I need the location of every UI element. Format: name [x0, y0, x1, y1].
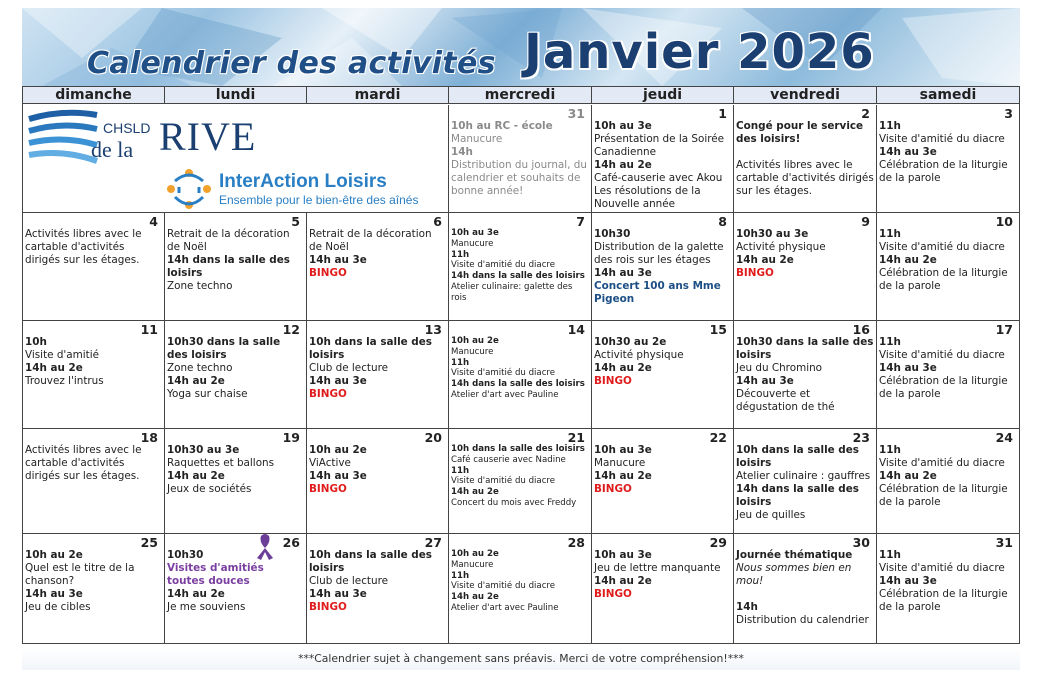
day-number: 7 — [576, 214, 585, 229]
activity-line: Visite d'amitié — [25, 349, 100, 361]
day-cell — [592, 534, 734, 643]
chsld-wave-logo — [27, 109, 99, 171]
activity-line — [736, 146, 874, 159]
day-cell — [449, 534, 592, 643]
activity-line: 10h — [25, 336, 47, 348]
activity-line: Visite d'amitié du diacre — [451, 368, 556, 379]
activity-line: Visite d'amitié du diacre — [451, 476, 556, 487]
activity-line: 14h au 2e — [736, 254, 794, 266]
activity-line: 11h — [879, 444, 901, 456]
day-header-2: mardi — [307, 87, 449, 104]
day-cell — [165, 429, 307, 534]
activity-line: Journée thématique — [736, 549, 853, 561]
logo-dela-text: de la — [91, 137, 134, 162]
footer-note: ***Calendrier sujet à changement sans préavis. Merci de votre compréhension!*** — [22, 648, 1020, 670]
activity-line: BINGO — [594, 483, 632, 495]
activity-line: 10h au 2e — [451, 336, 499, 346]
activity-line: 11h — [879, 549, 901, 561]
activity-line: 11h — [879, 120, 901, 132]
activity-line: Visite d'amitié du diacre — [879, 349, 1005, 361]
calendar-grid — [22, 86, 1020, 644]
activity-line: Zone techno — [167, 362, 233, 374]
day-cell — [734, 213, 877, 321]
activity-line: Célébration de la liturgie de la parole — [879, 159, 1008, 184]
day-number: 9 — [861, 214, 870, 229]
activity-line: Célébration de la liturgie de la parole — [879, 375, 1008, 400]
activity-line: Jeu du Chromino — [736, 362, 823, 374]
activity-line: 14h au 3e — [594, 267, 652, 279]
activity-line: Café causerie avec Nadine — [451, 454, 566, 465]
activity-line: 14h dans la salle des loisirs — [451, 379, 585, 390]
activity-line: 10h30 au 3e — [736, 228, 809, 240]
activity-line: Jeu de cibles — [25, 601, 91, 613]
activity-line: 14h au 3e — [309, 588, 367, 600]
day-number: 27 — [424, 535, 442, 550]
day-number: 16 — [852, 322, 870, 337]
activity-line: Jeu de lettre manquante — [594, 562, 721, 574]
activity-line: 10h au 2e — [25, 549, 83, 561]
day-cell — [165, 321, 307, 429]
day-number: 21 — [567, 430, 585, 445]
day-cell — [307, 321, 449, 429]
activity-line: Manucure — [451, 346, 494, 357]
activity-line: 10h30 dans la salle des loisirs — [736, 336, 874, 361]
day-cell — [449, 105, 592, 213]
activity-line: BINGO — [594, 375, 632, 387]
day-number: 30 — [852, 535, 870, 550]
day-cell — [877, 105, 1019, 213]
day-number: 5 — [291, 214, 300, 229]
header-banner — [22, 8, 1020, 86]
day-header-6: samedi — [877, 87, 1019, 104]
activity-line: Célébration de la liturgie de la parole — [879, 588, 1008, 613]
activity-line: BINGO — [594, 588, 632, 600]
activity-line: Atelier culinaire: galette des rois — [451, 281, 573, 303]
logo-chsld-text: CHSLD — [103, 120, 151, 136]
activity-line: Activités libres avec le cartable d'activités dirigés sur les étages. — [25, 444, 142, 482]
purple-ribbon-icon — [253, 534, 277, 560]
activity-line: 10h dans la salle des loisirs — [451, 444, 585, 454]
activity-line: Distribution du journal, du calendrier et souhaits de bonne année! — [451, 159, 587, 197]
activity-line: Visites d'amitiés toutes douces — [167, 562, 264, 587]
activity-line: Nous sommes bien en mou! — [736, 562, 852, 587]
day-number: 22 — [709, 430, 727, 445]
activity-line: Raquettes et ballons — [167, 457, 275, 469]
activity-line: 14h — [736, 601, 758, 613]
day-cell — [592, 321, 734, 429]
day-number: 8 — [718, 214, 727, 229]
day-cell — [23, 534, 165, 643]
day-number: 31 — [567, 106, 585, 121]
activity-line: 10h dans la salle des loisirs — [309, 336, 432, 361]
day-cell — [877, 321, 1019, 429]
activity-line: Visite d'amitié du diacre — [451, 581, 556, 592]
day-cell — [165, 534, 307, 643]
activity-line: Distribution du calendrier — [736, 614, 869, 626]
day-number: 13 — [424, 322, 442, 337]
day-cell — [877, 534, 1019, 643]
day-cell — [23, 321, 165, 429]
day-header-3: mercredi — [449, 87, 592, 104]
day-cell — [592, 105, 734, 213]
day-number: 14 — [567, 322, 585, 337]
activity-line: Je me souviens — [167, 601, 246, 613]
activity-line: Atelier d'art avec Pauline — [451, 602, 559, 613]
activity-line: Activités libres avec le cartable d'activités dirigés sur les étages. — [736, 159, 874, 197]
day-number: 1 — [718, 106, 727, 121]
day-number: 31 — [995, 535, 1013, 550]
activity-line: 10h30 — [594, 228, 631, 240]
activity-line: 14h au 2e — [594, 470, 652, 482]
day-cell — [449, 429, 592, 534]
activity-line: Retrait de la décoration de Noël — [167, 228, 290, 253]
activity-line: Activité physique — [736, 241, 826, 253]
activity-line: 10h au 2e — [451, 549, 499, 559]
activity-line: 10h30 au 2e — [594, 336, 667, 348]
activity-line: 14h dans la salle des loisirs — [167, 254, 290, 279]
day-cell — [307, 213, 449, 321]
day-cell — [877, 429, 1019, 534]
month-title: Janvier 2026 — [524, 24, 875, 80]
day-cell — [877, 213, 1019, 321]
activity-line: Yoga sur chaise — [167, 388, 248, 400]
activity-line: Atelier culinaire : gauffres — [736, 470, 871, 482]
day-number: 4 — [149, 214, 158, 229]
day-number: 3 — [1004, 106, 1013, 121]
activity-line: Trouvez l'intrus — [25, 375, 104, 387]
day-cell — [734, 534, 877, 643]
day-cell — [23, 213, 165, 321]
activity-line: 14h au 3e — [309, 470, 367, 482]
day-number: 25 — [140, 535, 158, 550]
activity-line: 14h au 2e — [594, 362, 652, 374]
day-number: 23 — [852, 430, 870, 445]
activity-line: 11h — [451, 570, 470, 581]
activity-line: Manucure — [451, 559, 494, 570]
day-cell — [23, 429, 165, 534]
activity-line: 14h au 2e — [451, 592, 499, 603]
activity-line: Quel est le titre de la chanson? — [25, 562, 135, 587]
activity-line: Café-causerie avec Akou — [594, 172, 723, 184]
activity-line: Concert 100 ans Mme Pigeon — [594, 280, 721, 305]
day-cell — [307, 534, 449, 643]
activity-line: 14h au 2e — [167, 470, 225, 482]
activity-line: 10h au RC - école — [451, 120, 553, 132]
activity-line: 14h au 3e — [309, 254, 367, 266]
activity-line: 10h30 — [167, 549, 204, 561]
calendar-title: Calendrier des activités — [87, 46, 496, 81]
logo-area — [23, 105, 449, 213]
activity-line: Visite d'amitié du diacre — [879, 457, 1005, 469]
activity-line: BINGO — [309, 267, 347, 279]
activity-line: 14h au 3e — [25, 588, 83, 600]
day-header-4: jeudi — [592, 87, 734, 104]
activity-line: 10h au 3e — [594, 120, 652, 132]
day-cell — [592, 429, 734, 534]
activity-line: 14h au 2e — [594, 575, 652, 587]
activity-line: 11h — [451, 249, 470, 260]
day-number: 17 — [995, 322, 1013, 337]
day-number: 18 — [140, 430, 158, 445]
activity-line: 10h dans la salle des loisirs — [309, 549, 432, 574]
activity-line: 14h au 2e — [167, 375, 225, 387]
activity-line: 14h au 2e — [167, 588, 225, 600]
day-number: 12 — [282, 322, 300, 337]
activity-line: 10h30 au 3e — [167, 444, 240, 456]
day-cell — [165, 213, 307, 321]
day-cell — [592, 213, 734, 321]
day-number: 29 — [709, 535, 727, 550]
activity-line: 14h au 3e — [879, 575, 937, 587]
activity-line: Club de lecture — [309, 362, 389, 374]
day-number: 6 — [433, 214, 442, 229]
activity-line: Jeux de sociétés — [167, 483, 252, 495]
activity-line: Distribution de la galette des rois sur les étages — [594, 241, 724, 266]
activity-line: 14h au 3e — [309, 375, 367, 387]
day-number: 28 — [567, 535, 585, 550]
activity-line: 11h — [451, 357, 470, 368]
day-cell — [449, 213, 592, 321]
day-header-1: lundi — [165, 87, 307, 104]
logo-rive-text: RIVE — [159, 114, 257, 159]
activity-line — [736, 588, 874, 601]
activity-line: 14h dans la salle des loisirs — [451, 271, 585, 282]
activity-line: Congé pour le service des loisirs! — [736, 120, 864, 145]
activity-line: 10h30 dans la salle des loisirs — [167, 336, 281, 361]
activity-line: 14h au 2e — [879, 470, 937, 482]
day-cell — [734, 429, 877, 534]
day-number: 19 — [282, 430, 300, 445]
activity-line: 11h — [879, 228, 901, 240]
activity-line: Activité physique — [594, 349, 684, 361]
day-number: 2 — [861, 106, 870, 121]
activity-line: Visite d'amitié du diacre — [879, 562, 1005, 574]
activity-line: Club de lecture — [309, 575, 389, 587]
activity-line: BINGO — [309, 601, 347, 613]
day-number: 26 — [282, 535, 300, 550]
activity-line: 10h au 2e — [309, 444, 367, 456]
activity-line: 14h au 3e — [736, 375, 794, 387]
activity-line: Visite d'amitié du diacre — [879, 133, 1005, 145]
activity-line: 14h au 2e — [879, 254, 937, 266]
logo-tagline: Ensemble pour le bien-être des aînés — [219, 193, 419, 207]
day-cell — [307, 429, 449, 534]
activity-line: 11h — [879, 336, 901, 348]
activity-line: 14h dans la salle des loisirs — [736, 483, 859, 508]
activity-line: BINGO — [736, 267, 774, 279]
activity-line: Visite d'amitié du diacre — [451, 260, 556, 271]
activity-line: Célébration de la liturgie de la parole — [879, 483, 1008, 508]
day-header-5: vendredi — [734, 87, 877, 104]
activity-line: Célébration de la liturgie de la parole — [879, 267, 1008, 292]
activity-line: Jeu de quilles — [736, 509, 806, 521]
activity-line: Zone techno — [167, 280, 233, 292]
interaction-people-icon — [165, 167, 213, 211]
activity-line: Présentation de la Soirée Canadienne — [594, 133, 725, 158]
activity-line: 14h au 2e — [451, 487, 499, 498]
activity-line: BINGO — [309, 388, 347, 400]
day-cell — [449, 321, 592, 429]
activity-line: Manucure — [451, 133, 503, 145]
activity-line: 10h au 3e — [594, 444, 652, 456]
activity-line: 14h — [451, 146, 473, 158]
activity-line: Découverte et dégustation de thé — [736, 388, 835, 413]
activity-line: Activités libres avec le cartable d'activités dirigés sur les étages. — [25, 228, 142, 266]
activity-line: 14h au 3e — [879, 146, 937, 158]
day-cell — [734, 105, 877, 213]
activity-line: 10h dans la salle des loisirs — [736, 444, 859, 469]
activity-line: 11h — [451, 465, 470, 476]
day-number: 24 — [995, 430, 1013, 445]
day-cell — [734, 321, 877, 429]
activity-line: 10h au 3e — [451, 228, 499, 238]
activity-line: Concert du mois avec Freddy — [451, 497, 577, 508]
day-number: 10 — [995, 214, 1013, 229]
day-header-0: dimanche — [23, 87, 165, 104]
activity-line: Manucure — [594, 457, 646, 469]
day-number: 11 — [140, 322, 158, 337]
activity-line: BINGO — [309, 483, 347, 495]
day-number: 15 — [709, 322, 727, 337]
activity-line: 14h au 2e — [594, 159, 652, 171]
activity-line: 14h au 3e — [879, 362, 937, 374]
activity-line: 14h au 2e — [25, 362, 83, 374]
activity-line: ViActive — [309, 457, 351, 469]
day-number: 20 — [424, 430, 442, 445]
activity-line: Atelier d'art avec Pauline — [451, 389, 559, 400]
activity-line: Les résolutions de la Nouvelle année — [594, 185, 701, 210]
activity-line: Manucure — [451, 238, 494, 249]
activity-line: 10h au 3e — [594, 549, 652, 561]
activity-line: Retrait de la décoration de Noël — [309, 228, 432, 253]
activity-line: Visite d'amitié du diacre — [879, 241, 1005, 253]
logo-interaction-text: InterAction Loisirs — [219, 171, 387, 192]
